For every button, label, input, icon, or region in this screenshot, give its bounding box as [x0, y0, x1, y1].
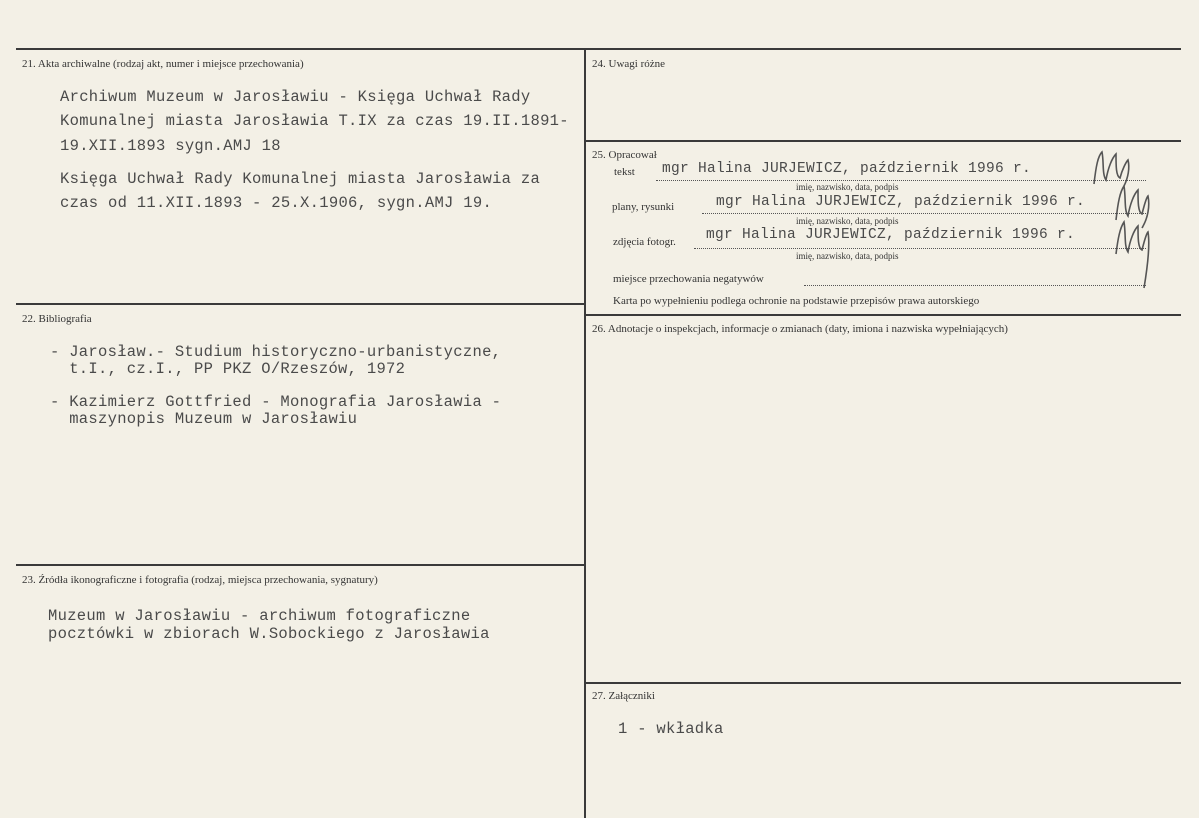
- row-text-line: [656, 180, 1146, 181]
- section-26-header: 26. Adnotacje o inspekcjach, informacje o zmianach (daty, imiona i nazwiska wypełniających): [592, 323, 1008, 335]
- row-drawings-line: [702, 213, 1146, 214]
- row-text-caption: imię, nazwisko, data, podpis: [796, 182, 899, 192]
- top-rule: [16, 48, 1181, 50]
- archive-line-3: 19.XII.1893 sygn.AMJ 18: [60, 137, 281, 155]
- bibliography-line-1: - Jarosław.- Studium historyczno-urbanistyczne,: [50, 343, 502, 361]
- archive-line-2: Komunalnej miasta Jarosławia T.IX za czas 19.II.1891-: [60, 112, 569, 130]
- archive-line-4: Księga Uchwał Rady Komunalnej miasta Jarosławia za: [60, 170, 541, 188]
- archive-line-1: Archiwum Muzeum w Jarosławiu - Księga Uchwał Rady: [60, 88, 531, 106]
- column-divider: [584, 49, 586, 818]
- rule-22-23: [16, 564, 584, 566]
- row-drawings-caption: imię, nazwisko, data, podpis: [796, 216, 899, 226]
- section-25-header: 25. Opracował: [592, 149, 657, 161]
- iconography-line-1: Muzeum w Jarosławiu - archiwum fotograficzne: [48, 607, 471, 625]
- bibliography-line-4: maszynopis Muzeum w Jarosławiu: [50, 410, 358, 428]
- bibliography-line-2: t.I., cz.I., PP PKZ O/Rzeszów, 1972: [50, 360, 406, 378]
- row-label-text: tekst: [614, 166, 635, 178]
- rule-26-27: [586, 682, 1181, 684]
- row-photos-value: mgr Halina JURJEWICZ, październik 1996 r.: [706, 227, 1076, 243]
- row-photos-caption: imię, nazwisko, data, podpis: [796, 251, 899, 261]
- row-label-drawings: plany, rysunki: [612, 201, 675, 213]
- bibliography-line-3: - Kazimierz Gottfried - Monografia Jarosławia -: [50, 393, 502, 411]
- section-27-header: 27. Załączniki: [592, 690, 655, 702]
- section-24-header: 24. Uwagi różne: [592, 58, 666, 70]
- section-21-header: 21. Akta archiwalne (rodzaj akt, numer i miejsce przechowania): [22, 58, 304, 70]
- copyright-note: Karta po wypełnieniu podlega ochronie na podstawie przepisów prawa autorskiego: [613, 295, 980, 307]
- rule-21-22: [16, 303, 584, 305]
- row-text-value: mgr Halina JURJEWICZ, październik 1996 r.: [662, 161, 1032, 177]
- iconography-line-2: pocztówki w zbiorach W.Sobockiego z Jarosławia: [48, 625, 490, 643]
- row-photos-line: [694, 248, 1146, 249]
- attachment-line-1: 1 - wkładka: [618, 720, 724, 738]
- rule-25-26: [586, 314, 1181, 316]
- archive-line-5: czas od 11.XII.1893 - 25.X.1906, sygn.AMJ 19.: [60, 194, 493, 212]
- row-drawings-value: mgr Halina JURJEWICZ, październik 1996 r.: [716, 194, 1086, 210]
- section-22-header: 22. Bibliografia: [22, 313, 92, 325]
- row-label-photos: zdjęcia fotogr.: [613, 236, 676, 248]
- rule-24-25: [586, 140, 1181, 142]
- negatives-label: miejsce przechowania negatywów: [613, 273, 764, 285]
- section-23-header: 23. Źródła ikonograficzne i fotografia (rodzaj, miejsca przechowania, sygnatury): [22, 574, 378, 586]
- negatives-line: [804, 285, 1146, 286]
- signature-3: [1112, 214, 1152, 290]
